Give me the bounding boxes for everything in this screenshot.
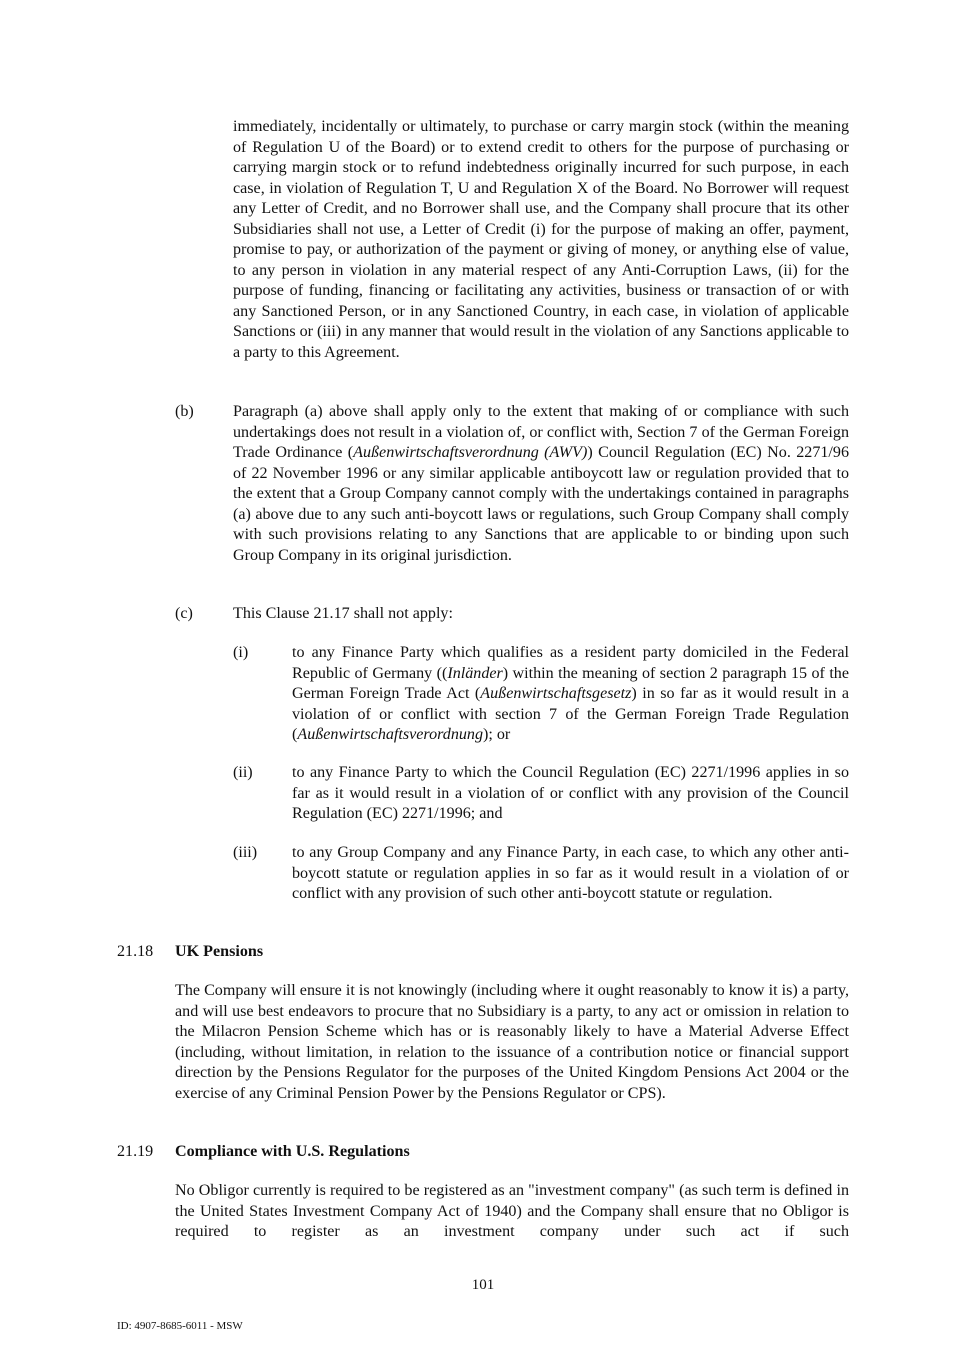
section-21-18-number: 21.18 [117,943,154,960]
item-iii-text: to any Group Company and any Finance Party, in each case, to which any other anti-boycott statute or regulation applies in so far as it would result in a violation of or conflict with any provision of such other anti-boycott statute or regulation. [292,844,849,902]
section-21-18-text: The Company will ensure it is not knowingly (including where it ought reasonably to know it is) a party, and will use best endeavors to procure that no Subsidiary is a party, to any act or omission in relation to the Milacron Pension Scheme which has or is reasonably likely to have a Material Adverse Effect (including, without limitation, in relation to the issuance of a contribution notice or financial support direction by the Pensions Regulator for the purposes of the United Kingdom Pensions Act 2004 or the exercise of any Criminal Pension Power by the Pensions Regulator or CPS). [175,982,849,1102]
item-i-text: to any Finance Party which qualifies as a resident party domiciled in the Federal Republic of Germany ((Inländer) within the meaning of section 2 paragraph 15 of the German Foreign Trade Act (Außenwirtschaftsgesetz) in so far as it would result in a violation of or conflict with section 7 of the German Foreign Trade Regulation (Außenwirtschaftsverordnung); or [292,644,849,743]
section-21-19-text: No Obligor currently is required to be registered as an "investment company" (as such term is defined in the United States Investment Company Act of 1940) and the Company shall ensure that no Obligor is required to register as an investment company under such act if such [175,1182,849,1240]
paragraph-b-text: Paragraph (a) above shall apply only to the extent that making of or compliance with such undertakings does not result in a violation of, or conflict with, Section 7 of the German Foreign Trade Ordinance (Außenwirtschaftsverordnung (AWV)) Council Regulation (EC) No. 2271/96 of 22 November 1996 or any similar applicable antiboycott law or regulation provided that to the extent that a Group Company cannot comply with the undertakings contained in paragraphs (a) above due to any such anti-boycott laws or regulations, such Group Company shall comply with such provisions relating to any Sanctions that are applicable to or binding upon such Group Company in its original jurisdiction. [233,403,849,564]
section-21-19-title: Compliance with U.S. Regulations [175,1143,410,1160]
section-21-18-title: UK Pensions [175,943,264,960]
item-ii-label: (ii) [233,764,253,781]
section-21-19-number: 21.19 [117,1143,154,1160]
paragraph-b-label: (b) [175,403,194,420]
paragraph-c-text: This Clause 21.17 shall not apply: [233,605,453,622]
item-iii-label: (iii) [233,844,258,861]
document-id: ID: 4907-8685-6011 - MSW [117,1320,243,1332]
continuation-paragraph: immediately, incidentally or ultimately, to purchase or carry margin stock (within the meaning of Regulation U of the Board) or to extend credit to others for the purpose of purchasing or carrying margin stock or to refund indebtedness originally incurred for such purpose, in each case, in violation of Regulation T, U and Regulation X of the Board. No Borrower will request any Letter of Credit, and no Borrower shall use, and the Company shall procure that its other Subsidiaries shall not use, a Letter of Credit (i) for the purpose of making an offer, payment, promise to pay, or authorization of the payment or giving of money, or anything else of value, to any person in violation in any material respect of any Anti-Corruption Laws, (ii) for the purpose of funding, financing or facilitating any activities, business or transaction of or with any Sanctioned Person, or in any Sanctioned Country, in each case, in violation of applicable Sanctions or (iii) in any manner that would result in the violation of any Sanctions applicable to a party to this Agreement. [233,118,849,361]
page-number: 101 [471,1277,495,1293]
item-i-label: (i) [233,644,249,661]
paragraph-c-label: (c) [175,605,193,622]
item-ii-text: to any Finance Party to which the Council Regulation (EC) 2271/1996 applies in so far as it would result in a violation of or conflict with any provision of the Council Regulation (EC) 2271/1996; and [292,764,849,822]
awv-term: Außenwirtschaftsverordnung (AWV) [353,444,588,461]
